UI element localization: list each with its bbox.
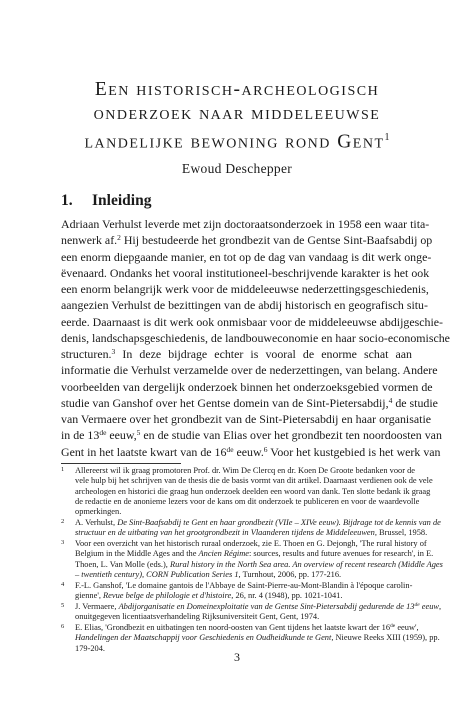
body-text bbox=[61, 216, 450, 460]
italic-text: Handelingen der Maatschappij voor Geschiedenis en Oudheidkunde te Gent bbox=[75, 633, 332, 643]
footnote-line: Voor een overzicht van het historisch ruraal onderzoek, zie E. Thoen en G. Dejongh, 'The rural history of bbox=[75, 539, 427, 549]
superscript: 3 bbox=[111, 347, 116, 356]
body-line: studie van Ganshof over het Gentse domein van de Sint-Pietersabdij,$^4$ de studie bbox=[61, 395, 438, 410]
title-line-text: landelijke bewoning rond Gent bbox=[84, 131, 385, 153]
body-line: een enorm belangrijk werk voor de middeleeuwse nederzettingsgeschiedenis, bbox=[61, 282, 429, 296]
italic-text: De Sint-Baafsabdij te Gent en haar grondbezit (VIIe – XIVe eeuw). Bijdrage tot de kennis van de bbox=[117, 517, 441, 527]
superscript: de bbox=[99, 428, 107, 438]
page-number: 3 bbox=[234, 650, 240, 664]
body-line: voorbeelden van dergelijk onderzoek binnen het onderzoeksgebied vormen de bbox=[61, 379, 433, 394]
footnote-line: Allereerst wil ik graag promotoren Prof. dr. Wim De Clercq en dr. Koen De Groote bedanken voor de bbox=[75, 466, 415, 475]
footnote-line: vele hulp bij het schrijven van de thesis die de basis vormt van dit artikel. Daarnaast verdienen ook de vele bbox=[75, 476, 433, 486]
superscript: 6 bbox=[263, 444, 268, 454]
italic-text: eeuw bbox=[419, 601, 440, 611]
body-line: in de 13de eeuw,$^5$ en de studie van Elias over het grondbezit ten noordoosten van bbox=[61, 428, 442, 443]
footnote-line: 179-204. bbox=[75, 643, 106, 653]
footnote-line: opmerkingen. bbox=[75, 507, 122, 517]
footnote-number: 2 bbox=[61, 517, 65, 525]
footnote-line: F.-L. Ganshof, 'Le domaine gantois de l'Abbaye de Saint-Pierre-au-Mont-Blandin à l'époque carolin- bbox=[75, 580, 413, 590]
footnote bbox=[61, 539, 443, 580]
footnote-line: onuitgegeven licentiaatsverhandeling Rijksuniversiteit Gent, Gent, 1974. bbox=[75, 612, 320, 622]
body-line: aangezien Verhulst de bezittingen van de abdij historisch en geografisch situ- bbox=[61, 298, 428, 313]
footnote-line: J. Vermaere, Abdijorganisatie en Domeinexploitatie van de Gentse Sint-Pietersabdij gedurende de 13de eeuw, bbox=[75, 601, 442, 611]
footnote-number: 4 bbox=[61, 580, 65, 588]
italic-superscript: de bbox=[414, 601, 420, 608]
italic-text: structuur en de uitbating van het grootgrondbezit in Vlaanderen tijdens de Middeleeuwen bbox=[75, 528, 375, 538]
body-line: van Vermaere over het grondbezit van de Sint-Pietersabdij en haar organisatie bbox=[61, 412, 432, 426]
superscript: 4 bbox=[388, 395, 393, 405]
section-number: 1. bbox=[61, 192, 73, 209]
footnote-line: de redactie en de anonieme lezers voor de kans om dit onderzoek te publiceren en voor de waardevolle bbox=[75, 496, 420, 506]
footnote-divider bbox=[61, 463, 181, 464]
title-line: Een historisch-archeologisch bbox=[94, 79, 380, 100]
footnote bbox=[61, 466, 433, 517]
article-title bbox=[40, 78, 434, 155]
footnote-number: 3 bbox=[61, 539, 65, 547]
italic-text: Rural history in the North Sea area. An overview of recent research (Middle Ages bbox=[169, 559, 443, 569]
footnote-line: Handelingen der Maatschappij voor Geschiedenis en Oudheidkunde te Gent, Nieuwe Reeks XIII (1959), pp. bbox=[75, 633, 440, 643]
title-line bbox=[40, 126, 434, 155]
body-line: Gent in het laatste kwart van de 16de eeuw.$^6$ Voor het kustgebied is het werk van bbox=[61, 444, 441, 459]
footnotes bbox=[61, 466, 443, 654]
footnote bbox=[61, 601, 442, 623]
italic-text: Revue belge de philologie et d'histoire bbox=[103, 591, 232, 601]
body-line: ëvenaard. Ondanks het vooral institutioneel-beschrijvende karakter is het ook bbox=[61, 265, 430, 280]
author-name: Ewoud Deschepper bbox=[181, 161, 293, 176]
footnote-line: gienne', Revue belge de philologie et d'histoire, 26, nr. 4 (1948), pp. 1021-1041. bbox=[75, 591, 343, 601]
footnote-number: 6 bbox=[61, 622, 65, 630]
footnote-line: archeologen en historici die graag hun onderzoek deelden een woord van dank. Ten slotte bedank ik graag bbox=[75, 486, 431, 496]
body-line: eerde. Daarnaast is dit werk ook onmisbaar voor de middeleeuwse abdijgeschie- bbox=[61, 314, 444, 329]
footnote bbox=[61, 581, 412, 602]
italic-text: – twentieth century), CORN Publication Series 1 bbox=[75, 569, 239, 579]
superscript: de bbox=[390, 622, 396, 629]
footnote-line: – twentieth century), CORN Publication Series 1, Turnhout, 2006, pp. 177-216. bbox=[75, 569, 342, 579]
body-line: denis, landschapsgeschiedenis, de landbouweconomie en haar socio-economische bbox=[61, 330, 450, 345]
footnote-line: structuur en de uitbating van het grootgrondbezit in Vlaanderen tijdens de Middeleeuwen, Brussel, 1958. bbox=[75, 528, 428, 538]
section-title: Inleiding bbox=[92, 192, 152, 209]
section-heading bbox=[61, 192, 151, 210]
title-footnote-mark[interactable]: 1 bbox=[384, 132, 390, 143]
footnote-line: E. Elias, 'Grondbezit en uitbatingen ten noord-oosten van Gent tijdens het laatste kwart der 16de eeuw', bbox=[75, 622, 419, 632]
footnote bbox=[61, 517, 441, 539]
footnote-line: A. Verhulst, De Sint-Baafsabdij te Gent en haar grondbezit (VIIe – XIVe eeuw). Bijdrage tot de kennis van de bbox=[75, 517, 441, 527]
body-line: structuren.$^3$ In deze bijdrage echter is vooral de enorme schat aan bbox=[61, 347, 412, 361]
superscript: 2 bbox=[117, 233, 121, 243]
title-line: onderzoek naar middeleeuwse bbox=[93, 103, 381, 124]
body-line: Adriaan Verhulst leverde met zijn doctoraatsonderzoek in 1958 een waar tita- bbox=[61, 217, 430, 231]
body-line: nenwerk af.$^2$ Hij bestudeerde het grondbezit van de Gentse Sint-Baafsabdij op bbox=[61, 233, 433, 248]
footnote-number: 1 bbox=[61, 466, 65, 473]
superscript: de bbox=[226, 444, 234, 454]
body-line: een enorm diepgaande manier, en tot op de dag van vandaag is dit werk onge- bbox=[61, 249, 432, 264]
italic-text: Ancien Régime bbox=[198, 549, 249, 559]
italic-text: Abdijorganisatie en Domeinexploitatie van de Gentse Sint-Pietersabdij gedurende de 13 bbox=[118, 601, 415, 611]
superscript: 5 bbox=[136, 428, 141, 438]
footnote-line: Belgium in the Middle Ages and the Ancien Régime: sources, results and future avenues for research', in E. bbox=[75, 549, 434, 559]
body-line: informatie die Verhulst verzamelde over de nederzettingen, van belang. Andere bbox=[61, 363, 438, 378]
footnote-number: 5 bbox=[61, 601, 65, 609]
footnote-line: Thoen, L. Van Molle (eds.), Rural history in the North Sea area. An overview of recent research (Middle Ages bbox=[75, 559, 443, 569]
